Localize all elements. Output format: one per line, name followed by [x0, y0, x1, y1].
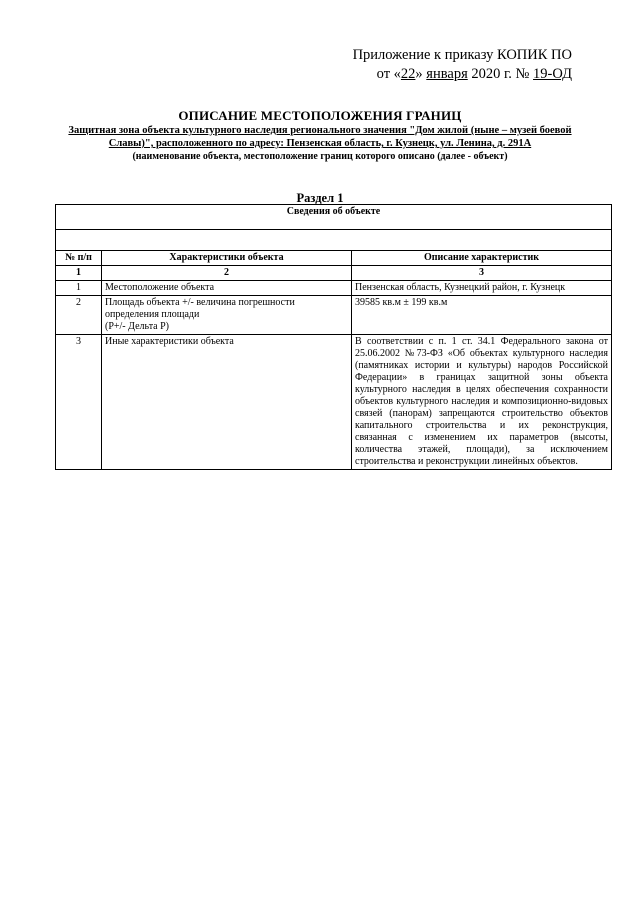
table-row [56, 281, 612, 296]
appendix-note [353, 46, 572, 84]
appendix-month: января [426, 66, 468, 82]
row-description: 39585 кв.м ± 199 кв.м [352, 296, 612, 335]
table-row [56, 296, 612, 335]
table-caption-row [56, 205, 612, 230]
table-row [56, 335, 612, 470]
appendix-year: 2020 г. № [467, 66, 534, 82]
appendix-number: 19-ОД [533, 66, 572, 82]
row-characteristic: Иные характеристики объекта [102, 335, 352, 470]
table-blank-cell [56, 230, 612, 251]
row-characteristic [102, 296, 352, 335]
column-header-characteristic: Характеристики объекта [102, 251, 352, 266]
row-number: 1 [56, 281, 102, 296]
appendix-date-prefix: от « [376, 66, 401, 82]
table-header-row [56, 251, 612, 266]
appendix-day: 22 [400, 66, 416, 82]
document-subtitle: Защитная зона объекта культурного наследия регионального значения "Дом жилой (ныне – музей боевой Славы)", расположенного по адресу: Пензенская область, г. Кузнецк, ул. Ленина, д. 291А [68, 125, 572, 149]
row-characteristic-line: Площадь объекта +/- величина погрешности определения площади [105, 297, 295, 320]
row-characteristic: Местоположение объекта [102, 281, 352, 296]
table-blank-row [56, 230, 612, 251]
document-title: ОПИСАНИЕ МЕСТОПОЛОЖЕНИЯ ГРАНИЦ [178, 108, 462, 123]
appendix-date-mid: » [415, 66, 427, 82]
document-note: (наименование объекта, местоположение границ которого описано (далее - объект) [132, 151, 508, 162]
section-title: Раздел 1 [296, 191, 344, 205]
object-info-table [55, 204, 612, 470]
row-description: В соответствии с п. 1 ст. 34.1 Федерального закона от 25.06.2002 №73-ФЗ «Об объектах культурного наследия (памятниках истории и культуры) народов Российской Федерации» в границах защитной зоны объекта культурного наследия в целях обеспечения сохранности объектов культурного наследия и композиционно-видовых связей (панорам) запрещаются строительство объектов капитального строительства и их реконструкция, связанная с изменением их параметров (высоты, количества этажей, площади), за исключением строительства и реконструкции линейных объектов. [352, 335, 612, 470]
row-number: 3 [56, 335, 102, 470]
table-caption: Сведения об объекте [56, 205, 612, 230]
column-header-description: Описание характеристик [352, 251, 612, 266]
row-number: 2 [56, 296, 102, 335]
column-number-3: 3 [352, 266, 612, 281]
row-characteristic-line: (Р+/- Дельта Р) [105, 321, 170, 332]
table-column-numbers-row [56, 266, 612, 281]
column-number-1: 1 [56, 266, 102, 281]
column-number-2: 2 [102, 266, 352, 281]
appendix-line-1: Приложение к приказу КОПИК ПО [352, 47, 572, 63]
row-description: Пензенская область, Кузнецкий район, г. Кузнецк [352, 281, 612, 296]
appendix-line-2 [353, 65, 572, 84]
column-header-number: № п/п [56, 251, 102, 266]
